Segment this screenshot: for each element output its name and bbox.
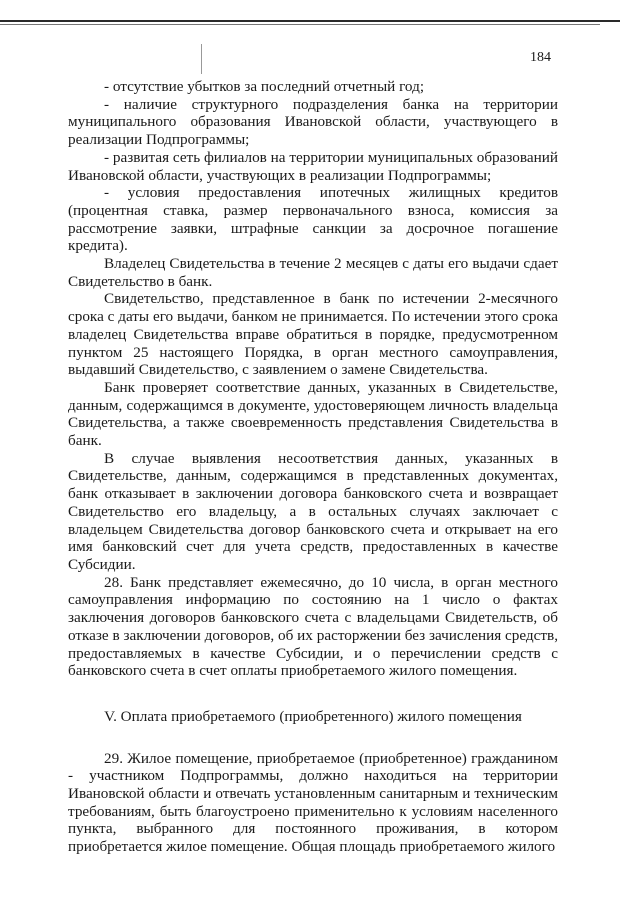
paragraph: - развитая сеть филиалов на территории муниципальных образований Ивановской области, участвующих в реализации Подпрограммы; — [68, 148, 558, 184]
paragraph: Свидетельство, представленное в банк по истечении 2-месячного срока с даты его выдачи, банком не принимается. По истечении этого срока владелец Свидетельства вправе обратиться в порядке, предусмотренном пунктом 25 настоящего Порядка, в орган местного самоуправления, выдавший Свидетельство, с заявлением о замене Свидетельства. — [68, 290, 558, 379]
paragraph: Владелец Свидетельства в течение 2 месяцев с даты его выдачи сдает Свидетельство в банк. — [68, 255, 558, 290]
paragraph: 28. Банк представляет ежемесячно, до 10 числа, в орган местного самоуправления информацию по состоянию на 1 число о фактах заключения договоров банковского счета с владельцами Свидетельств, об отказе в заключении договоров, об их расторжении без зачисления средств, предоставляемых в качестве Субсидии, и о перечислении средств с банковского счета в счет оплаты приобретаемого жилого помещения. — [68, 573, 558, 680]
paragraph: 29. Жилое помещение, приобретаемое (приобретенное) гражданином - участником Подпрограммы, должно находиться на территории Ивановской области и отвечать установленным санитарным и техническим требованиям, быть благоустроено применительно к условиям населенного пункта, выбранного для постоянного проживания, в котором приобретается жилое помещение. Общая площадь приобретаемого жилого — [68, 749, 558, 856]
paragraph: - условия предоставления ипотечных жилищных кредитов (процентная ставка, размер первоначального взноса, комиссия за рассмотрение заявки, штрафные санкции за досрочное погашение кредита). — [68, 184, 558, 255]
section-heading: V. Оплата приобретаемого (приобретенного) жилого помещения — [104, 707, 522, 725]
paragraph: - отсутствие убытков за последний отчетный год; — [104, 78, 425, 95]
paragraph: Банк проверяет соответствие данных, указанных в Свидетельстве, данным, содержащимся в документе, удостоверяющем личность владельца Свидетельства, а также своевременность представления Свидетельства в банк. — [68, 378, 558, 450]
document-body — [68, 78, 558, 856]
paragraph: В случае выявления несоответствия данных, указанных в Свидетельстве, данным, содержащимся в представленных документах, банк отказывает в заключении договора банковского счета и возвращает Свидетельство его владельцу, а в остальных случаях заключает с владельцем Свидетельства договор банковского счета и открывает на его имя банковский счет для учета средств, предоставленных в качестве Субсидии. — [68, 449, 558, 573]
page-number: 184 — [530, 50, 551, 65]
scan-artifact — [201, 44, 202, 74]
paragraph: - наличие структурного подразделения банка на территории муниципального образования Ивановской области, участвующего в реализации Подпрограммы; — [68, 95, 558, 149]
top-border-line — [0, 20, 620, 22]
top-border-line-thin — [0, 24, 600, 25]
